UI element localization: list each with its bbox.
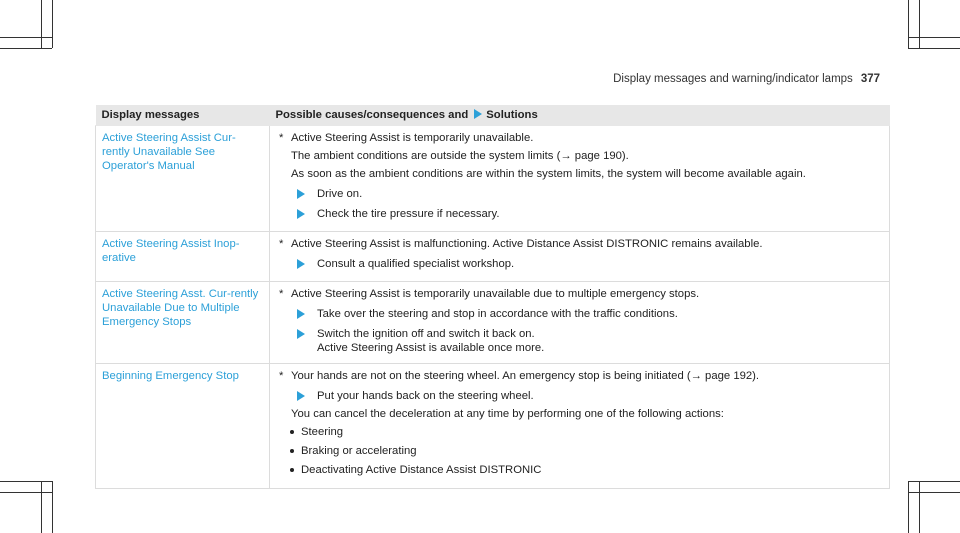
list-item-text: Braking or accelerating — [301, 445, 417, 457]
bullet-icon — [290, 468, 294, 472]
display-message: Active Steering Asst. Cur-rently Unavailable Due to Multiple Emergency Stops — [96, 282, 270, 364]
play-arrow-icon — [474, 109, 482, 119]
list-item — [279, 463, 883, 477]
solution-cell — [270, 232, 890, 282]
action-step-text: Drive on. — [317, 188, 363, 200]
list-item-text: Deactivating Active Distance Assist DISTRONIC — [301, 464, 542, 476]
crop-mark — [41, 481, 42, 533]
crop-mark — [0, 37, 52, 38]
asterisk: * — [279, 288, 284, 300]
cause — [279, 131, 883, 145]
running-header — [613, 73, 880, 85]
list-item — [279, 444, 883, 458]
cause — [279, 237, 883, 251]
column-header-solutions-label: Possible causes/consequences and — [275, 109, 469, 121]
crop-mark — [908, 48, 960, 49]
solution-cell — [270, 126, 890, 232]
crop-mark — [41, 0, 42, 48]
crop-mark — [919, 481, 920, 533]
crop-mark — [908, 37, 960, 38]
column-header-solutions — [270, 105, 890, 126]
crop-mark — [52, 481, 53, 533]
asterisk: * — [279, 132, 284, 144]
crop-mark — [908, 481, 960, 482]
table-row — [96, 126, 890, 232]
crop-mark — [0, 492, 52, 493]
action-step — [279, 187, 883, 201]
running-header-title: Display messages and warning/indicator lamps — [613, 73, 853, 85]
table-row — [96, 232, 890, 282]
info-line: As soon as the ambient conditions are within the system limits, the system will become available again. — [291, 168, 806, 180]
cause — [279, 369, 883, 383]
action-step — [279, 257, 883, 271]
info-line: You can cancel the deceleration at any time by performing one of the following actions: — [291, 408, 724, 420]
crop-mark — [0, 48, 52, 49]
crop-mark — [908, 492, 960, 493]
display-message: Active Steering Assist Cur-rently Unavailable See Operator's Manual — [96, 126, 270, 232]
action-step — [279, 389, 883, 403]
bullet-icon — [290, 449, 294, 453]
column-header-messages: Display messages — [96, 105, 270, 126]
action-step — [279, 327, 883, 341]
action-step-text: Take over the steering and stop in accordance with the traffic conditions. — [317, 308, 678, 320]
action-step-text: Check the tire pressure if necessary. — [317, 208, 500, 220]
display-message: Beginning Emergency Stop — [96, 364, 270, 489]
crop-mark — [908, 0, 909, 48]
cause-text: Your hands are not on the steering wheel. An emergency stop is being initiated (→ page 192). — [291, 370, 760, 382]
table-row — [96, 282, 890, 364]
action-arrow-icon — [297, 209, 305, 219]
crop-mark — [52, 0, 53, 48]
action-arrow-icon — [297, 189, 305, 199]
action-result: Active Steering Assist is available once more. — [317, 342, 545, 354]
display-messages-table — [95, 105, 890, 489]
crop-mark — [919, 0, 920, 48]
action-arrow-icon — [297, 309, 305, 319]
action-step — [279, 207, 883, 221]
action-arrow-icon — [297, 391, 305, 401]
cause-text: Active Steering Assist is temporarily unavailable. — [291, 132, 534, 144]
action-arrow-icon — [297, 329, 305, 339]
cause — [279, 287, 883, 301]
crop-mark — [0, 481, 52, 482]
solution-cell — [270, 364, 890, 489]
bullet-icon — [290, 430, 294, 434]
table-header-row — [96, 105, 890, 126]
column-header-solutions-suffix: Solutions — [486, 109, 538, 121]
action-arrow-icon — [297, 259, 305, 269]
action-step — [279, 307, 883, 321]
page-number: 377 — [860, 73, 880, 85]
list-item-text: Steering — [301, 426, 344, 438]
info-line: The ambient conditions are outside the system limits (→ page 190). — [291, 150, 629, 162]
display-message: Active Steering Assist Inop-erative — [96, 232, 270, 282]
asterisk: * — [279, 238, 284, 250]
list-item — [279, 425, 883, 439]
action-step-text: Consult a qualified specialist workshop. — [317, 258, 515, 270]
asterisk: * — [279, 370, 284, 382]
cause-text: Active Steering Assist is malfunctioning. Active Distance Assist DISTRONIC remains available. — [291, 238, 763, 250]
cause-text: Active Steering Assist is temporarily unavailable due to multiple emergency stops. — [291, 288, 700, 300]
action-step-text: Switch the ignition off and switch it back on. — [317, 328, 535, 340]
table-row — [96, 364, 890, 489]
crop-mark — [908, 481, 909, 533]
action-step-text: Put your hands back on the steering wheel. — [317, 390, 534, 402]
solution-cell — [270, 282, 890, 364]
